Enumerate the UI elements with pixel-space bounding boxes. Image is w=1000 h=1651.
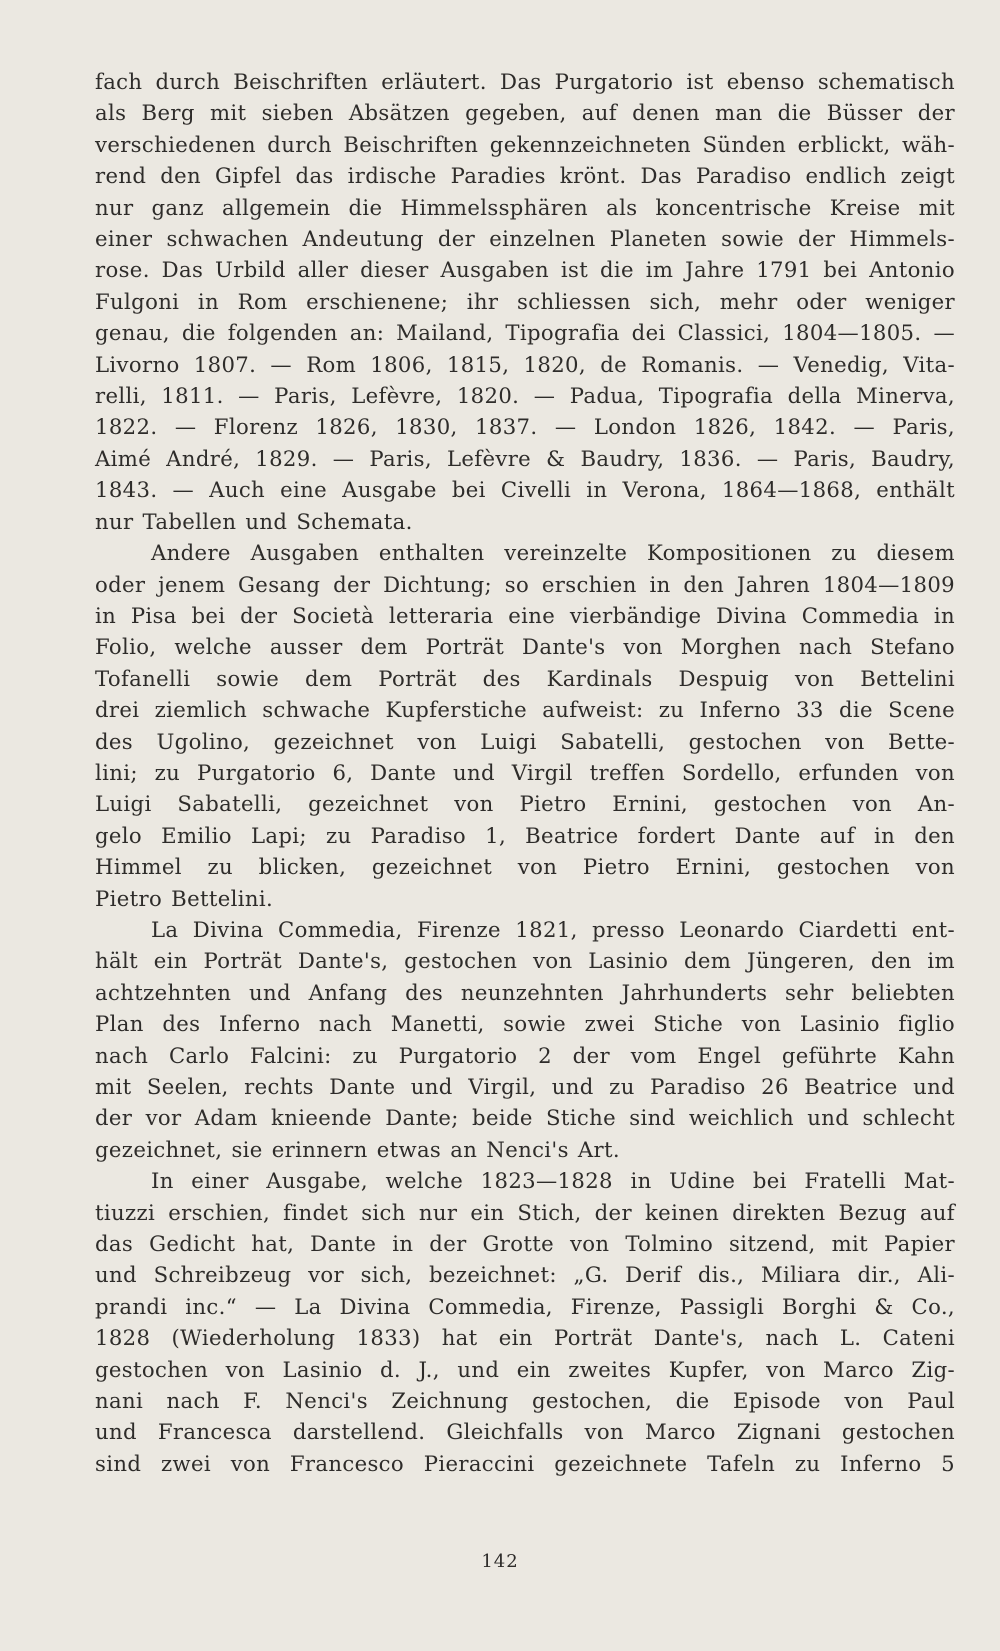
text-line: nur Tabellen und Schemata. <box>95 508 413 534</box>
text-line: oder jenem Gesang der Dichtung; so erschien in den Jahren 1804—1809 <box>95 571 955 597</box>
text-line: Andere Ausgaben enthalten vereinzelte Kompositionen zu diesem <box>151 540 955 566</box>
text-line: rend den Gipfel das irdische Paradies krönt. Das Paradiso endlich zeigt <box>95 163 955 189</box>
page-number: 142 <box>481 1551 519 1572</box>
text-line: 1843. — Auch eine Ausgabe bei Civelli in Verona, 1864—1868, enthält <box>95 477 955 503</box>
text-line: Aimé André, 1829. — Paris, Lefèvre & Baudry, 1836. — Paris, Baudry, <box>95 445 955 471</box>
text-line: Livorno 1807. — Rom 1806, 1815, 1820, de Romanis. — Venedig, Vita- <box>95 351 955 377</box>
text-line: Luigi Sabatelli, gezeichnet von Pietro Ernini, gestochen von An- <box>95 791 955 817</box>
text-line: rose. Das Urbild aller dieser Ausgaben ist die im Jahre 1791 bei Antonio <box>95 257 955 283</box>
text-line: und Schreibzeug vor sich, bezeichnet: „G. Derif dis., Miliara dir., Ali- <box>95 1262 955 1288</box>
text-line: prandi inc.“ — La Divina Commedia, Firenze, Passigli Borghi & Co., <box>95 1293 955 1319</box>
text-line: In einer Ausgabe, welche 1823—1828 in Udine bei Fratelli Mat- <box>151 1168 955 1194</box>
text-line: Tofanelli sowie dem Porträt des Kardinals Despuig von Bettelini <box>95 665 955 691</box>
text-line: La Divina Commedia, Firenze 1821, presso Leonardo Ciardetti ent- <box>151 916 955 942</box>
text-line: Folio, welche ausser dem Porträt Dante's von Morghen nach Stefano <box>95 634 955 660</box>
text-line: Himmel zu blicken, gezeichnet von Pietro Ernini, gestochen von <box>95 854 955 880</box>
text-line: einer schwachen Andeutung der einzelnen Planeten sowie der Himmels- <box>95 226 955 252</box>
text-line: Fulgoni in Rom erschienene; ihr schliessen sich, mehr oder weniger <box>95 288 955 314</box>
text-line: das Gedicht hat, Dante in der Grotte von Tolmino sitzend, mit Papier <box>95 1231 955 1257</box>
text-line: gestochen von Lasinio d. J., und ein zweites Kupfer, von Marco Zig- <box>95 1356 955 1382</box>
text-line: nach Carlo Falcini: zu Purgatorio 2 der vom Engel geführte Kahn <box>95 1042 955 1068</box>
text-line: des Ugolino, gezeichnet von Luigi Sabatelli, gestochen von Bette- <box>95 728 955 754</box>
text-line: drei ziemlich schwache Kupferstiche aufweist: zu Inferno 33 die Scene <box>95 697 955 723</box>
text-line: sind zwei von Francesco Pieraccini gezeichnete Tafeln zu Inferno 5 <box>95 1450 955 1476</box>
text-line: lini; zu Purgatorio 6, Dante und Virgil treffen Sordello, erfunden von <box>95 759 955 785</box>
text-line: 1828 (Wiederholung 1833) hat ein Porträt Dante's, nach L. Cateni <box>95 1325 955 1351</box>
text-line: hält ein Porträt Dante's, gestochen von Lasinio dem Jüngeren, den im <box>95 948 955 974</box>
text-line: in Pisa bei der Società letteraria eine vierbändige Divina Commedia in <box>95 602 955 628</box>
text-line: und Francesca darstellend. Gleichfalls von Marco Zignani gestochen <box>95 1419 955 1445</box>
text-line: Plan des Inferno nach Manetti, sowie zwei Stiche von Lasinio figlio <box>95 1011 955 1037</box>
text-line: Pietro Bettelini. <box>95 885 274 911</box>
text-line: mit Seelen, rechts Dante und Virgil, und zu Paradiso 26 Beatrice und <box>95 1074 955 1099</box>
body-text <box>95 66 955 1479</box>
text-line: der vor Adam knieende Dante; beide Stiche sind weichlich und schlecht <box>95 1105 955 1131</box>
text-line: fach durch Beischriften erläutert. Das Purgatorio ist ebenso schematisch <box>95 69 955 94</box>
text-line: gezeichnet, sie erinnern etwas an Nenci's Art. <box>95 1136 620 1162</box>
text-line: genau, die folgenden an: Mailand, Tipografia dei Classici, 1804—1805. — <box>95 320 955 346</box>
text-line: tiuzzi erschien, findet sich nur ein Stich, der keinen direkten Bezug auf <box>95 1199 955 1225</box>
text-line: achtzehnten und Anfang des neunzehnten Jahrhunderts sehr beliebten <box>95 979 955 1005</box>
text-line: nur ganz allgemein die Himmelssphären als koncentrische Kreise mit <box>95 194 955 220</box>
text-line: nani nach F. Nenci's Zeichnung gestochen, die Episode von Paul <box>95 1388 955 1414</box>
text-line: als Berg mit sieben Absätzen gegeben, auf denen man die Büsser der <box>95 100 955 126</box>
text-line: verschiedenen durch Beischriften gekennzeichneten Sünden erblickt, wäh- <box>95 131 955 157</box>
text-line: 1822. — Florenz 1826, 1830, 1837. — London 1826, 1842. — Paris, <box>95 414 955 440</box>
text-line: gelo Emilio Lapi; zu Paradiso 1, Beatrice fordert Dante auf in den <box>95 822 955 848</box>
text-line: relli, 1811. — Paris, Lefèvre, 1820. — Padua, Tipografia della Minerva, <box>95 383 955 409</box>
